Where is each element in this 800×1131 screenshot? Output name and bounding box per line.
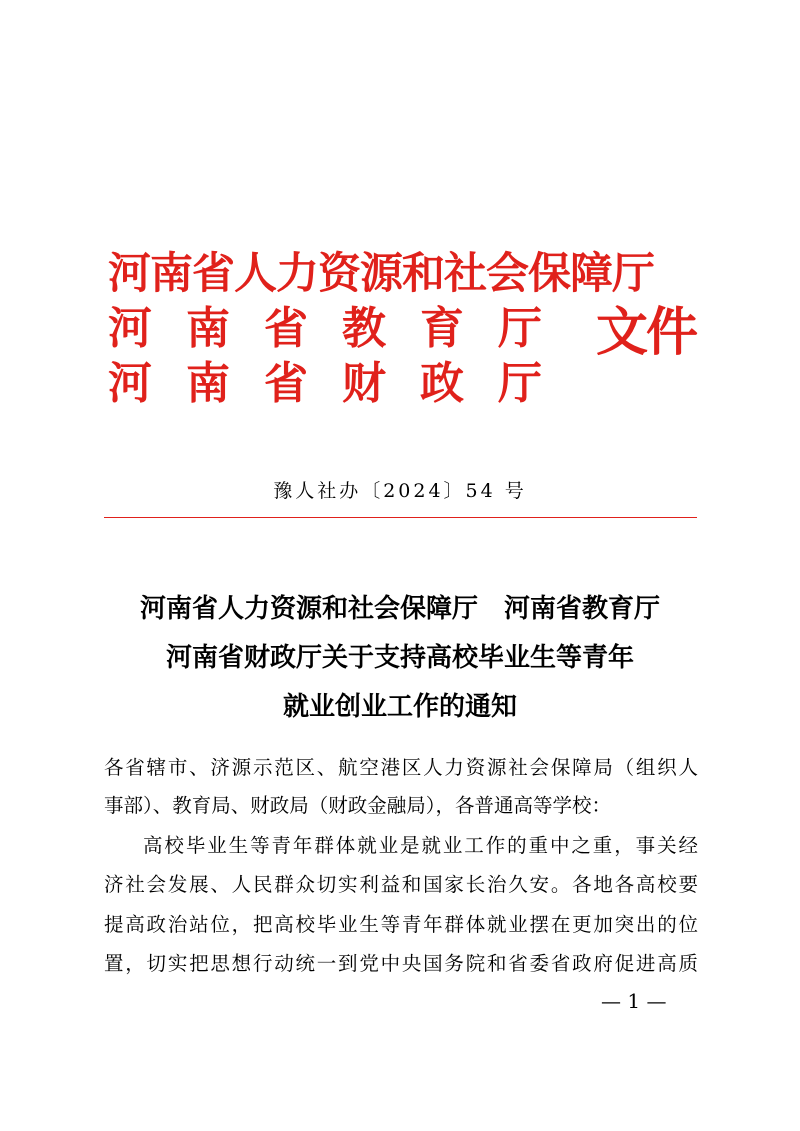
addressee-line-1: 各省辖市、济源示范区、航空港区人力资源社会保障局（组织人: [104, 756, 698, 779]
title-line-2: 河南省财政厅关于支持高校毕业生等青年: [165, 643, 634, 673]
paragraph-line-1: 高校毕业生等青年群体就业是就业工作的重中之重，事关经: [143, 834, 698, 857]
paragraph-line-3: 提高政治站位，把高校毕业生等青年群体就业摆在更加突出的位: [104, 913, 698, 936]
document-number: 豫人社办〔2024〕54 号: [273, 480, 527, 502]
issuer-finance: 河南省财政厅: [108, 358, 576, 409]
header-divider: [104, 517, 697, 518]
addressee-line-2: 事部）、教育局、财政局（财政金融局），各普通高等学校：: [104, 794, 612, 817]
paragraph-line-2: 济社会发展、人民群众切实利益和国家长治久安。各地各高校要: [104, 873, 698, 896]
document-suffix: 文件: [596, 302, 697, 363]
paragraph-line-4: 置，切实把思想行动统一到党中央国务院和省委省政府促进高质: [104, 952, 698, 975]
page-number: — 1 —: [601, 989, 667, 1013]
title-line-1: 河南省人力资源和社会保障厅 河南省教育厅: [139, 594, 660, 624]
issuer-hrss: 河南省人力资源和社会保障厅: [108, 249, 654, 299]
issuer-education: 河南省教育厅: [108, 303, 576, 354]
title-line-3: 就业创业工作的通知: [282, 692, 517, 722]
